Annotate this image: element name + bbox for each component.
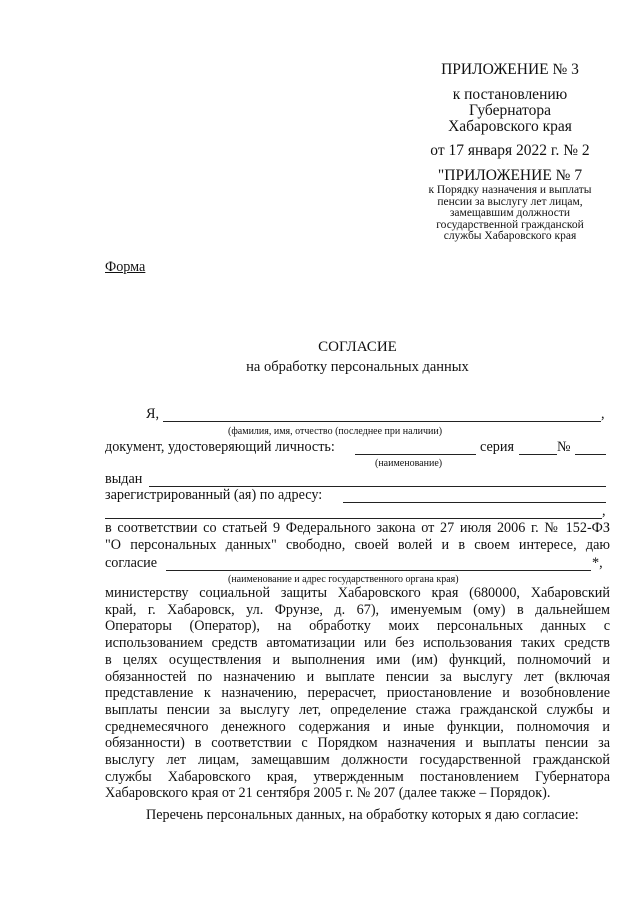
consent-word: согласие [105, 555, 158, 571]
organization-input-line[interactable] [166, 570, 591, 571]
personal-data-list-intro: Перечень персональных данных, на обработку которых я даю согласие: [146, 807, 579, 823]
series-label: серия [480, 439, 514, 455]
decree-date-number: от 17 января 2022 г. № 2 [430, 142, 590, 159]
appendix-number: ПРИЛОЖЕНИЕ № 3 [441, 61, 579, 78]
paragraph-line: обязанности) в соответствии с Порядком назначения и выплаты пенсии за [105, 735, 610, 752]
series-input-line[interactable] [519, 454, 557, 455]
paragraph-line: представление к назначению, перерасчет, приостановление и возобновление [105, 685, 610, 702]
i-label: Я, [146, 406, 160, 422]
law-reference-paragraph [105, 520, 610, 553]
order-line: замещавшим должности [449, 207, 571, 219]
order-line: службы Хабаровского края [443, 230, 577, 242]
document-name-caption: (наименование) [375, 458, 443, 469]
paragraph-line: край, г. Хабаровск, ул. Фрунзе, д. 67), именуемым (ому) в дальнейшем [105, 601, 610, 618]
order-reference [398, 185, 622, 243]
paragraph-line: "О персональных данных" свободно, своей волей и в своем интересе, даю [105, 536, 610, 553]
governor-line: Губернатора [469, 102, 551, 119]
region-line: Хабаровского края [448, 118, 572, 135]
document-subtitle: на обработку персональных данных [246, 359, 469, 375]
issued-label: выдан [105, 471, 143, 487]
paragraph-line: Хабаровского края от 21 сентября 2005 г. № 207 (далее также – Порядок). [105, 785, 551, 802]
fio-caption: (фамилия, имя, отчество (последнее при наличии) [228, 426, 443, 437]
consent-footnote-mark: *, [592, 555, 603, 571]
paragraph-line: обязанностей по назначению и выплате пенсии за выслугу лет (включая [105, 668, 610, 685]
comma-2: , [602, 503, 606, 519]
document-name-input-line[interactable] [355, 454, 476, 455]
to-decree-line: к постановлению [452, 86, 568, 103]
address-label: зарегистрированный (ая) по адресу: [105, 487, 323, 503]
paragraph-line: службы Хабаровского края, утвержденным постановлением Губернатора [105, 768, 610, 785]
document-label: документ, удостоверяющий личность: [105, 439, 335, 455]
comma: , [601, 406, 605, 422]
paragraph-line: выплаты пенсии за выслугу лет, определение стажа гражданской службы и [105, 701, 610, 718]
organization-caption: (наименование и адрес государственного органа края) [228, 574, 459, 585]
paragraph-line: среднемесячного денежного содержания и иные функции, полномочия и [105, 718, 610, 735]
paragraph-line: выслугу лет лицам, замещавшим должности государственной гражданской [105, 752, 610, 769]
paragraph-line: использованием средств автоматизации или без использования таких средств [105, 635, 610, 652]
consent-body-paragraph [105, 585, 610, 802]
order-line: к Порядку назначения и выплаты [428, 184, 592, 196]
fio-input-line[interactable] [163, 421, 601, 422]
paragraph-line: в соответствии со статьей 9 Федерального закона от 27 июля 2006 г. № 152-ФЗ [105, 520, 610, 536]
order-line: государственной гражданской [436, 218, 584, 231]
order-line: пенсии за выслугу лет лицам, [437, 195, 583, 208]
paragraph-line: Операторы (Оператор), на обработку моих персональных данных с [105, 618, 610, 635]
appendix-7-label: "ПРИЛОЖЕНИЕ № 7 [437, 167, 583, 184]
number-input-line[interactable] [575, 454, 606, 455]
address-input-line[interactable] [343, 502, 606, 503]
document-title: СОГЛАСИЕ [318, 339, 397, 355]
form-label: Форма [105, 259, 146, 275]
paragraph-line: в целях осуществления и выполнения ими (им) функций, полномочий и [105, 651, 610, 668]
paragraph-line: министерству социальной защиты Хабаровского края (680000, Хабаровский [105, 585, 610, 601]
address-continuation-line[interactable] [105, 518, 602, 519]
number-label: № [557, 439, 571, 455]
